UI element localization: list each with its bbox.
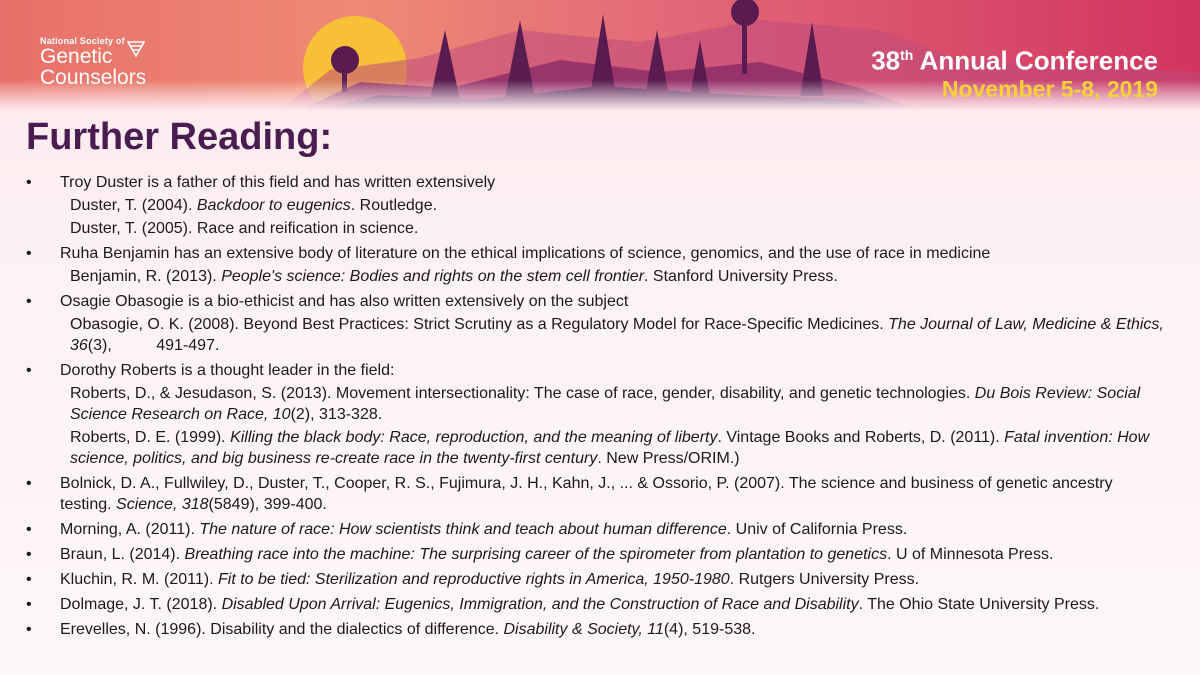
ref-text: Obasogie, O. K. (2008). Beyond Best Practices: Strict Scrutiny as a Regulatory Model for Race-Specific Medicines. xyxy=(70,316,889,333)
bullet: • xyxy=(26,521,32,538)
ref-text: . Rutgers University Press. xyxy=(729,571,920,588)
ref-text: . Routledge. xyxy=(350,197,438,214)
bullet: • xyxy=(26,546,32,563)
ref-text: Roberts, D., & Jesudason, S. (2013). Movement intersectionality: The case of race, gender, disability, and genetic technologies. xyxy=(70,385,975,402)
ref-title: People's science: Bodies and rights on the stem cell frontier xyxy=(221,268,645,285)
ref-text: Erevelles, N. (1996). Disability and the dialectics of difference. xyxy=(60,621,504,638)
page-title: Further Reading: xyxy=(26,116,333,158)
ref-text: . Vintage Books and Roberts, D. (2011). xyxy=(717,429,1005,446)
bullet: • xyxy=(26,571,32,588)
ref-text: . Univ of California Press. xyxy=(726,521,908,538)
ref-title: The nature of race: How scientists think and teach about human difference xyxy=(199,521,727,538)
list-item xyxy=(24,291,1164,356)
bullet: • xyxy=(26,362,32,379)
list-item xyxy=(24,360,1164,469)
reference xyxy=(70,383,1164,425)
list-item xyxy=(24,172,1164,239)
reference xyxy=(70,218,1164,239)
logo-org-small: National Society of xyxy=(40,36,125,46)
ref-text: Duster, T. (2005). Race and reification in science. xyxy=(70,220,419,237)
bullet: • xyxy=(26,596,32,613)
ref-text: Bolnick, D. A., Fullwiley, D., Duster, T., Cooper, R. S., Fujimura, J. H., Kahn, J., ... & Ossorio, P. (2007). The science and business of genetic ancestry testing. xyxy=(60,475,1113,513)
ref-text: Roberts, D. E. (1999). xyxy=(70,429,231,446)
list-item xyxy=(24,243,1164,287)
reference xyxy=(70,266,1164,287)
reading-list xyxy=(24,172,1164,644)
conference-number: 38 xyxy=(871,45,901,76)
conference-title xyxy=(871,40,1158,76)
ref-text: . Stanford University Press. xyxy=(644,268,838,285)
reference-list xyxy=(60,383,1164,469)
ref-text: Duster, T. (2004). xyxy=(70,197,197,214)
list-item xyxy=(24,619,1164,640)
ref-text: Kluchin, R. M. (2011). xyxy=(60,571,218,588)
conference-ordinal: th xyxy=(900,47,914,63)
reference-list xyxy=(60,314,1164,356)
ref-title: Fatal invention: How science, politics, and big business re-create race in the twenty-first century xyxy=(70,429,1150,467)
ref-text: Benjamin, R. (2013). xyxy=(70,268,222,285)
ref-title: Backdoor to eugenics xyxy=(196,197,351,214)
ref-text: (4), 519-538. xyxy=(663,621,756,638)
conference-info xyxy=(871,40,1158,102)
reference xyxy=(70,314,1164,356)
ref-title: Disabled Upon Arrival: Eugenics, Immigration, and the Construction of Race and Disability xyxy=(221,596,859,613)
logo-org-line1: Genetic xyxy=(40,45,113,68)
bullet: • xyxy=(26,621,32,638)
ref-text: . The Ohio State University Press. xyxy=(858,596,1100,613)
bullet: • xyxy=(26,245,32,262)
ref-title: The Journal of Law, Medicine & Ethics, 36 xyxy=(70,316,1164,354)
ref-text: (5849), 399-400. xyxy=(208,496,327,513)
dna-logo-icon xyxy=(126,40,146,58)
reference-list xyxy=(60,195,1164,239)
conference-dates: November 5-8, 2019 xyxy=(941,75,1158,102)
ref-text: (2), 313-328. xyxy=(290,406,383,423)
ref-title: Killing the black body: Race, reproduction, and the meaning of liberty xyxy=(230,429,718,446)
bullet: • xyxy=(26,475,32,492)
list-item xyxy=(24,473,1164,515)
reference xyxy=(70,427,1164,469)
item-text: Ruha Benjamin has an extensive body of literature on the ethical implications of science, genomics, and the use of race in medicine xyxy=(60,245,991,262)
bullet: • xyxy=(26,174,32,191)
ref-title: Science, 318 xyxy=(116,496,209,513)
reference xyxy=(70,195,1164,216)
ref-title: Du Bois Review: Social Science Research on Race, 10 xyxy=(70,385,1141,423)
ref-text: (3), 491-497. xyxy=(87,337,220,354)
list-item xyxy=(24,544,1164,565)
reference-list xyxy=(60,266,1164,287)
ref-title: Breathing race into the machine: The surprising career of the spirometer from plantation to genetics xyxy=(184,546,888,563)
bullet: • xyxy=(26,293,32,310)
list-item xyxy=(24,569,1164,590)
list-item xyxy=(24,519,1164,540)
ref-text: . U of Minnesota Press. xyxy=(887,546,1054,563)
ref-text: Dolmage, J. T. (2018). xyxy=(60,596,222,613)
conference-label: Annual Conference xyxy=(919,45,1158,76)
item-text: Osagie Obasogie is a bio-ethicist and has also written extensively on the subject xyxy=(60,293,629,310)
ref-title: Fit to be tied: Sterilization and reproductive rights in America, 1950-1980 xyxy=(217,571,730,588)
logo-org-line2: Counselors xyxy=(40,66,147,89)
list-item xyxy=(24,594,1164,615)
ref-text: Morning, A. (2011). xyxy=(60,521,200,538)
ref-text: . New Press/ORIM.) xyxy=(597,450,740,467)
item-text: Troy Duster is a father of this field and has written extensively xyxy=(60,174,496,191)
ref-title: Disability & Society, 11 xyxy=(503,621,664,638)
item-text: Dorothy Roberts is a thought leader in the field: xyxy=(60,362,395,379)
ref-text: Braun, L. (2014). xyxy=(60,546,185,563)
